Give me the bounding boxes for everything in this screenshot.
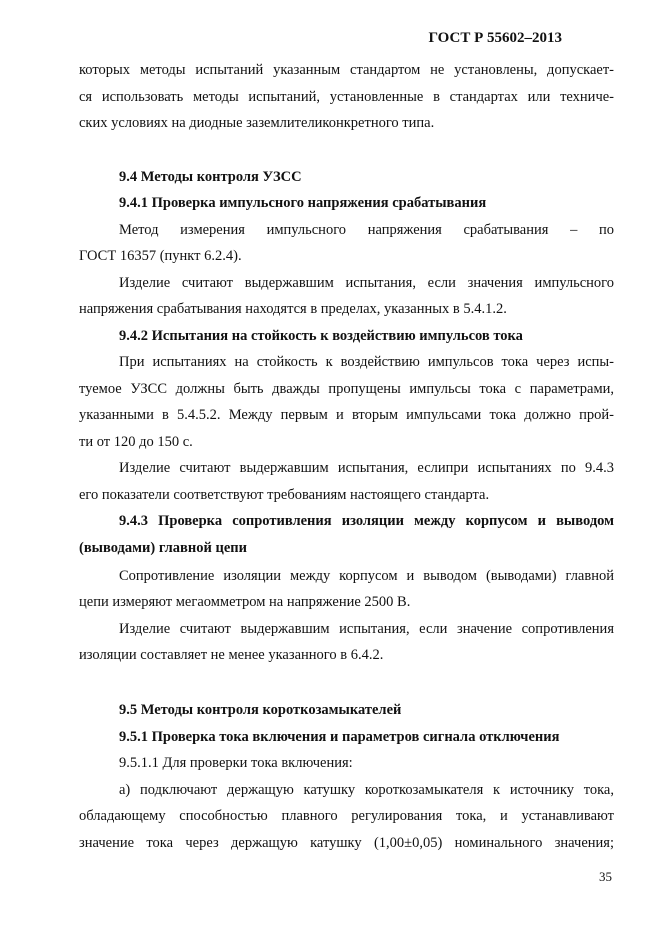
- document-header: ГОСТ Р 55602–2013: [428, 30, 562, 46]
- text-line: ся использовать методы испытаний, установленные в стандартах или техниче-: [79, 89, 614, 105]
- section-heading-line: 9.5.1 Проверка тока включения и параметров сигнала отключения: [119, 729, 560, 745]
- text-line: Изделие считают выдержавшим испытания, если значения импульсного: [119, 275, 614, 291]
- text-line: Изделие считают выдержавшим испытания, еслипри испытаниях по 9.4.3: [119, 460, 614, 476]
- text-line: Метод измерения импульсного напряжения срабатывания – по: [119, 222, 614, 238]
- page-number: 35: [599, 869, 612, 884]
- text-line: изоляции составляет не менее указанного в 6.4.2.: [79, 647, 384, 663]
- text-line: которых методы испытаний указанным стандартом не установлены, допускает-: [79, 62, 614, 78]
- section-heading-line: 9.4 Методы контроля УЗСС: [119, 169, 302, 185]
- section-heading-line: 9.5 Методы контроля короткозамыкателей: [119, 702, 402, 718]
- text-line: цепи измеряют мегаомметром на напряжение 2500 В.: [79, 594, 411, 610]
- text-line: напряжения срабатывания находятся в пределах, указанных в 5.4.1.2.: [79, 301, 507, 317]
- section-heading-line: 9.4.3 Проверка сопротивления изоляции между корпусом и выводом: [119, 513, 614, 529]
- text-line: а) подключают держащую катушку короткозамыкателя к источнику тока,: [119, 782, 614, 798]
- text-line: ГОСТ 16357 (пункт 6.2.4).: [79, 248, 242, 264]
- text-line: Сопротивление изоляции между корпусом и выводом (выводами) главной: [119, 568, 614, 584]
- section-heading-line: 9.4.2 Испытания на стойкость к воздействию импульсов тока: [119, 328, 523, 344]
- text-line: туемое УЗСС должны быть дважды пропущены импульсы тока с параметрами,: [79, 381, 614, 397]
- text-line: Изделие считают выдержавшим испытания, если значение сопротивления: [119, 621, 614, 637]
- text-line: указанными в 5.4.5.2. Между первым и вторым импульсами тока должно прой-: [79, 407, 614, 423]
- section-heading-line: 9.4.1 Проверка импульсного напряжения срабатывания: [119, 195, 487, 211]
- text-line: При испытаниях на стойкость к воздействию импульсов тока через испы-: [119, 354, 614, 370]
- text-line: ских условиях на диодные заземлителиконкретного типа.: [79, 115, 435, 131]
- text-line: обладающему способностью плавного регулирования тока, и устанавливают: [79, 808, 614, 824]
- text-line: ти от 120 до 150 с.: [79, 434, 193, 450]
- section-heading-line: (выводами) главной цепи: [79, 540, 247, 556]
- text-line: 9.5.1.1 Для проверки тока включения:: [119, 755, 353, 771]
- text-line: его показатели соответствуют требованиям настоящего стандарта.: [79, 487, 490, 503]
- text-line: значение тока через держащую катушку (1,00±0,05) номинального значения;: [79, 835, 614, 851]
